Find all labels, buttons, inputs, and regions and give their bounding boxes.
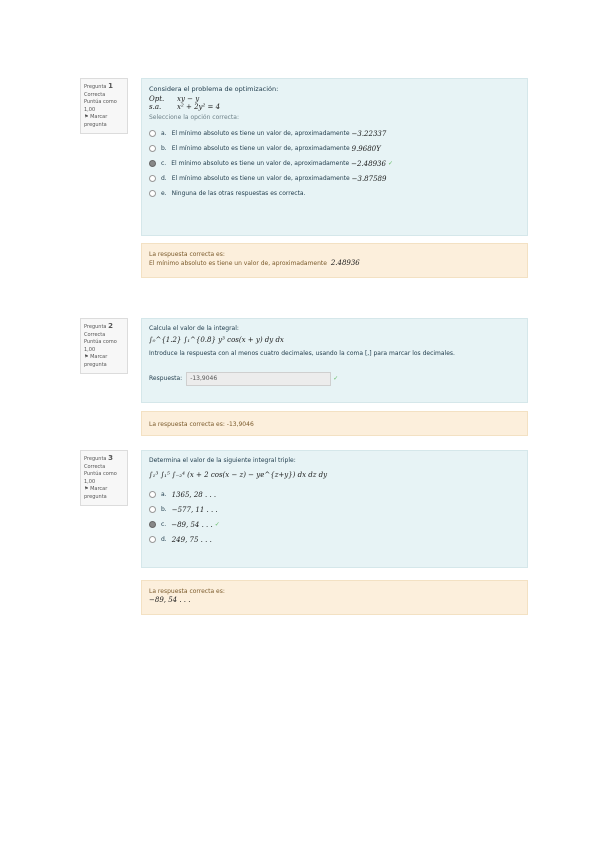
question-score: Puntúa como 1,00 xyxy=(84,99,117,113)
option-b[interactable]: b. El mínimo absoluto es tiene un valor de, aproximadamente 9.9680Y xyxy=(149,141,520,156)
radio-button[interactable] xyxy=(149,536,156,543)
option-e[interactable]: e. Ninguna de las otras respuestas es correcta. xyxy=(149,186,520,201)
question-status: Correcta xyxy=(84,331,106,338)
question-info-1 xyxy=(80,78,128,134)
question-1-content xyxy=(141,78,528,236)
answer-input[interactable]: -13,9046 xyxy=(186,372,331,386)
question-info-2 xyxy=(80,318,128,374)
radio-button[interactable] xyxy=(149,175,156,182)
opt-label: Opt. xyxy=(149,95,165,103)
question-label: Pregunta xyxy=(84,456,107,462)
flag-question-link[interactable]: ⚑ Marcar pregunta xyxy=(84,486,108,500)
question-status: Correcta xyxy=(84,463,106,470)
question-1-feedback xyxy=(141,243,528,278)
radio-button[interactable] xyxy=(149,491,156,498)
check-icon: ✓ xyxy=(333,375,339,382)
feedback-title: La respuesta correcta es: xyxy=(149,251,225,258)
feedback-answer: El mínimo absoluto es tiene un valor de, aproximadamente 2.48936 xyxy=(149,259,360,267)
radio-button[interactable] xyxy=(149,130,156,137)
flag-question-link[interactable]: ⚑ Marcar pregunta xyxy=(84,354,108,368)
radio-button-selected[interactable] xyxy=(149,160,156,167)
question-prompt: Determina el valor de la siguiente integral triple: xyxy=(149,457,296,464)
radio-button[interactable] xyxy=(149,190,156,197)
question-info-3 xyxy=(80,450,128,506)
radio-button-selected[interactable] xyxy=(149,521,156,528)
question-label: Pregunta xyxy=(84,324,107,330)
question-3-feedback xyxy=(141,580,528,615)
question-number: 2 xyxy=(108,322,113,330)
radio-button[interactable] xyxy=(149,145,156,152)
constraint: x² + 2y² = 4 xyxy=(177,103,221,111)
check-icon: ✓ xyxy=(387,159,393,167)
question-prompt: Considera el problema de optimización: xyxy=(149,85,279,93)
option-b[interactable]: b. −577, 11 . . . xyxy=(149,502,520,517)
question-2-feedback xyxy=(141,411,528,436)
option-a[interactable]: a. El mínimo absoluto es tiene un valor de, aproximadamente −3.22337 xyxy=(149,126,520,141)
answer-instruction: Introduce la respuesta con al menos cuatro decimales, usando la coma [,] para marcar los decimales. xyxy=(149,350,455,357)
option-c[interactable]: c. −89, 54 . . . ✓ xyxy=(149,517,520,532)
option-c[interactable]: c. El mínimo absoluto es tiene un valor de, aproximadamente −2.48936 ✓ xyxy=(149,156,520,171)
question-2-content xyxy=(141,318,528,403)
select-instruction: Seleccione la opción correcta: xyxy=(149,114,239,121)
answer-label: Respuesta: xyxy=(149,375,183,382)
question-status: Correcta xyxy=(84,91,106,98)
question-label: Pregunta xyxy=(84,84,107,90)
option-a[interactable]: a. 1365, 28 . . . xyxy=(149,487,520,502)
integral-expression: ∫₀^{1.2} ∫₁^{0.8} y³ cos(x + y) dy dx xyxy=(149,336,284,344)
objective-function: xy − y xyxy=(177,95,200,103)
question-number: 1 xyxy=(108,82,113,90)
option-d[interactable]: d. El mínimo absoluto es tiene un valor de, aproximadamente −3.87589 xyxy=(149,171,520,186)
sa-label: s.a. xyxy=(149,103,162,111)
question-number: 3 xyxy=(108,454,113,462)
feedback-answer: La respuesta correcta es: -13,9046 xyxy=(149,421,254,428)
option-d[interactable]: d. 249, 75 . . . xyxy=(149,532,520,547)
flag-question-link[interactable]: ⚑ Marcar pregunta xyxy=(84,114,108,128)
question-3-content xyxy=(141,450,528,568)
check-icon: ✓ xyxy=(214,520,220,528)
feedback-title: La respuesta correcta es: xyxy=(149,588,225,595)
integral-expression: ∫₁³ ∫₁⁵ ∫₋₂⁴ (x + 2 cos(x − z) − ye^{z+y}) dx dz dy xyxy=(149,471,328,479)
question-score: Puntúa como 1,00 xyxy=(84,471,117,485)
question-prompt: Calcula el valor de la integral: xyxy=(149,325,239,332)
feedback-answer: −89, 54 . . . xyxy=(149,596,191,604)
question-score: Puntúa como 1,00 xyxy=(84,339,117,353)
radio-button[interactable] xyxy=(149,506,156,513)
